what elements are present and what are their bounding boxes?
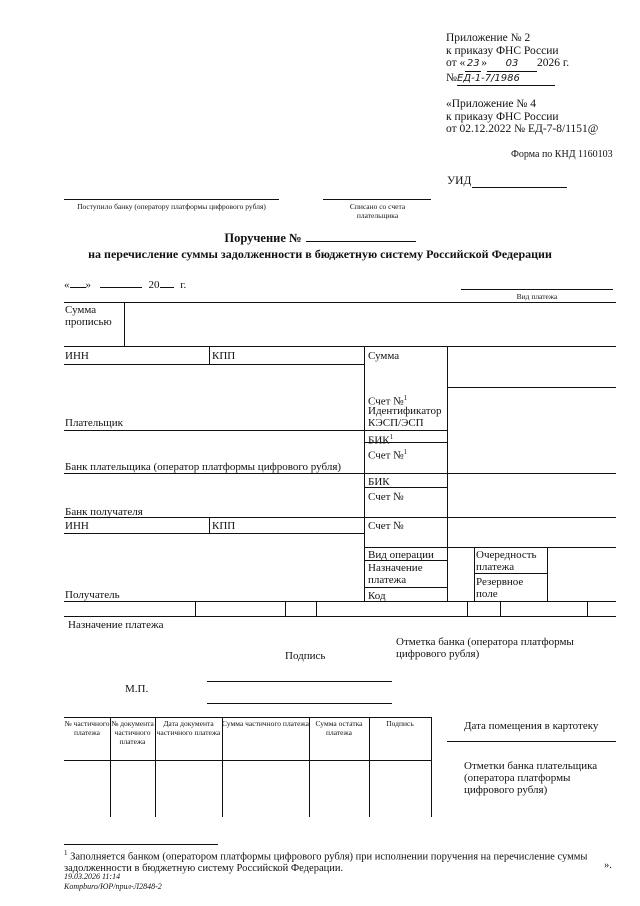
payer-bank-label: Банк плательщика (оператор платформы цифрового рубля)	[65, 461, 342, 473]
cabinet-date-label: Дата помещения в картотеку	[464, 720, 599, 732]
partial-header-4: Сумма частичного платежа	[222, 719, 309, 728]
mp-label: М.П.	[125, 683, 149, 695]
grid-line	[64, 473, 616, 474]
grid-line	[64, 517, 616, 518]
uid-label: УИД	[447, 175, 472, 187]
grid-line	[195, 601, 196, 616]
sum-label: Сумма	[368, 350, 400, 362]
signature-line-1	[207, 681, 392, 682]
footnote-separator	[64, 844, 218, 845]
received-line	[64, 199, 279, 200]
grid-line	[364, 547, 616, 548]
grid-line	[209, 517, 210, 533]
handwritten-month: 03	[487, 58, 537, 72]
bik1-label: БИК$^1$	[368, 433, 394, 447]
grid-line	[467, 601, 468, 616]
payment-type-caption: Вид платежа	[516, 292, 558, 301]
subappendix-line2: к приказу ФНС России	[446, 110, 559, 123]
date-row: « » 20 г.	[64, 279, 187, 291]
print-stamp-1: 19.03.2026 11:14	[64, 872, 121, 881]
grid-line	[124, 302, 125, 346]
code-label: Код	[368, 590, 386, 602]
signature-line-2	[207, 703, 392, 704]
grid-line	[500, 601, 501, 616]
bik2-label: БИК	[368, 476, 390, 488]
account2-label: Счет №$^1$	[368, 448, 408, 462]
grid-line	[64, 760, 431, 761]
grid-line	[64, 302, 616, 303]
appendix-number: №ЕД-1-7/1986	[446, 72, 636, 87]
grid-line	[64, 533, 364, 534]
print-stamp-2: Кompburo/ЮР/прил-Л2848-2	[64, 882, 162, 891]
grid-line	[364, 587, 447, 588]
purpose-short-label: Назначение платежа	[368, 562, 423, 586]
appendix-line1: Приложение № 2	[446, 32, 531, 44]
written-off-line	[323, 199, 431, 200]
grid-line	[316, 601, 317, 616]
grid-line	[474, 547, 475, 601]
received-caption: Поступило банку (оператору платформы цифрового рубля)	[77, 202, 266, 211]
grid-line	[64, 717, 431, 718]
grid-line	[64, 364, 364, 365]
appendix-header	[446, 32, 636, 136]
kpp2-label: КПП	[212, 520, 236, 532]
grid-line	[285, 601, 286, 616]
payer-label: Плательщик	[65, 417, 123, 429]
grid-line	[369, 717, 370, 817]
op-type-label: Вид операции	[368, 549, 434, 561]
reserve-label: Резервное поле	[476, 576, 524, 600]
grid-line	[447, 387, 616, 388]
priority-label: Очередность платежа	[476, 549, 537, 573]
account1-label: Счет №$^1$	[368, 394, 408, 408]
handwritten-number: ЕД-1-7/1986	[457, 73, 555, 87]
partial-header-3: Дата документа частичного платежа	[156, 719, 221, 737]
title-line1: Поручение №	[0, 231, 640, 246]
partial-header-5: Сумма остатка платежа	[315, 719, 363, 737]
payment-type-line	[461, 289, 613, 290]
inn2-label: ИНН	[65, 520, 89, 532]
grid-line	[447, 741, 616, 742]
sum-words-label: Сумма прописью	[65, 304, 112, 328]
recipient-label: Получатель	[65, 589, 120, 601]
partial-header-1: № частичного платежа	[64, 719, 110, 737]
bank-stamp-label: Отметка банка (оператора платформы цифрового рубля)	[396, 636, 574, 660]
grid-line	[447, 346, 448, 601]
subappendix-line3: от 02.12.2022 № ЕД-7-8/1151@	[446, 123, 599, 135]
grid-line	[209, 346, 210, 364]
grid-line	[364, 346, 365, 601]
partial-header-6: Подпись	[386, 719, 414, 728]
identifier-label: Идентификатор КЭСП/ЭСП	[368, 405, 442, 429]
handwritten-day: 23	[465, 58, 481, 72]
kpp-label: КПП	[212, 350, 236, 362]
grid-line	[64, 616, 616, 617]
grid-line	[587, 601, 588, 616]
form-code: Форма по КНД 1160103	[511, 149, 613, 160]
title-line2: на перечисление суммы задолженности в бюджетную систему Российской Федерации	[88, 247, 552, 261]
grid-line	[431, 717, 432, 817]
grid-line	[547, 547, 548, 601]
uid-line	[472, 187, 567, 188]
signature-label: Подпись	[285, 650, 326, 662]
footnote-end: ».	[604, 860, 612, 871]
written-off-caption: Списано со счета плательщика	[349, 202, 406, 220]
grid-line	[64, 601, 616, 602]
footnote-text: $^1$ Заполняется банком (оператором платформы цифрового рубля) при исполнении поручения на перечисление суммы задолженности в бюджетную систему Российской Федерации.	[64, 849, 588, 874]
payer-bank-marks-label: Отметки банка плательщика (оператора платформы цифрового рубля)	[464, 760, 598, 796]
appendix-line2: к приказу ФНС России	[446, 44, 559, 57]
recipient-bank-label: Банк получателя	[65, 506, 143, 518]
grid-line	[222, 717, 223, 817]
account3-label: Счет №	[368, 491, 404, 503]
grid-line	[64, 346, 616, 347]
partial-header-2: № документа частичного платежа	[111, 719, 154, 746]
inn-label: ИНН	[65, 350, 89, 362]
account4-label: Счет №	[368, 520, 404, 532]
grid-line	[474, 573, 547, 574]
appendix-date: от « 23 » 03 2026 г.	[446, 57, 636, 72]
subappendix-line1: «Приложение № 4	[446, 98, 536, 110]
purpose-label: Назначение платежа	[68, 619, 164, 631]
